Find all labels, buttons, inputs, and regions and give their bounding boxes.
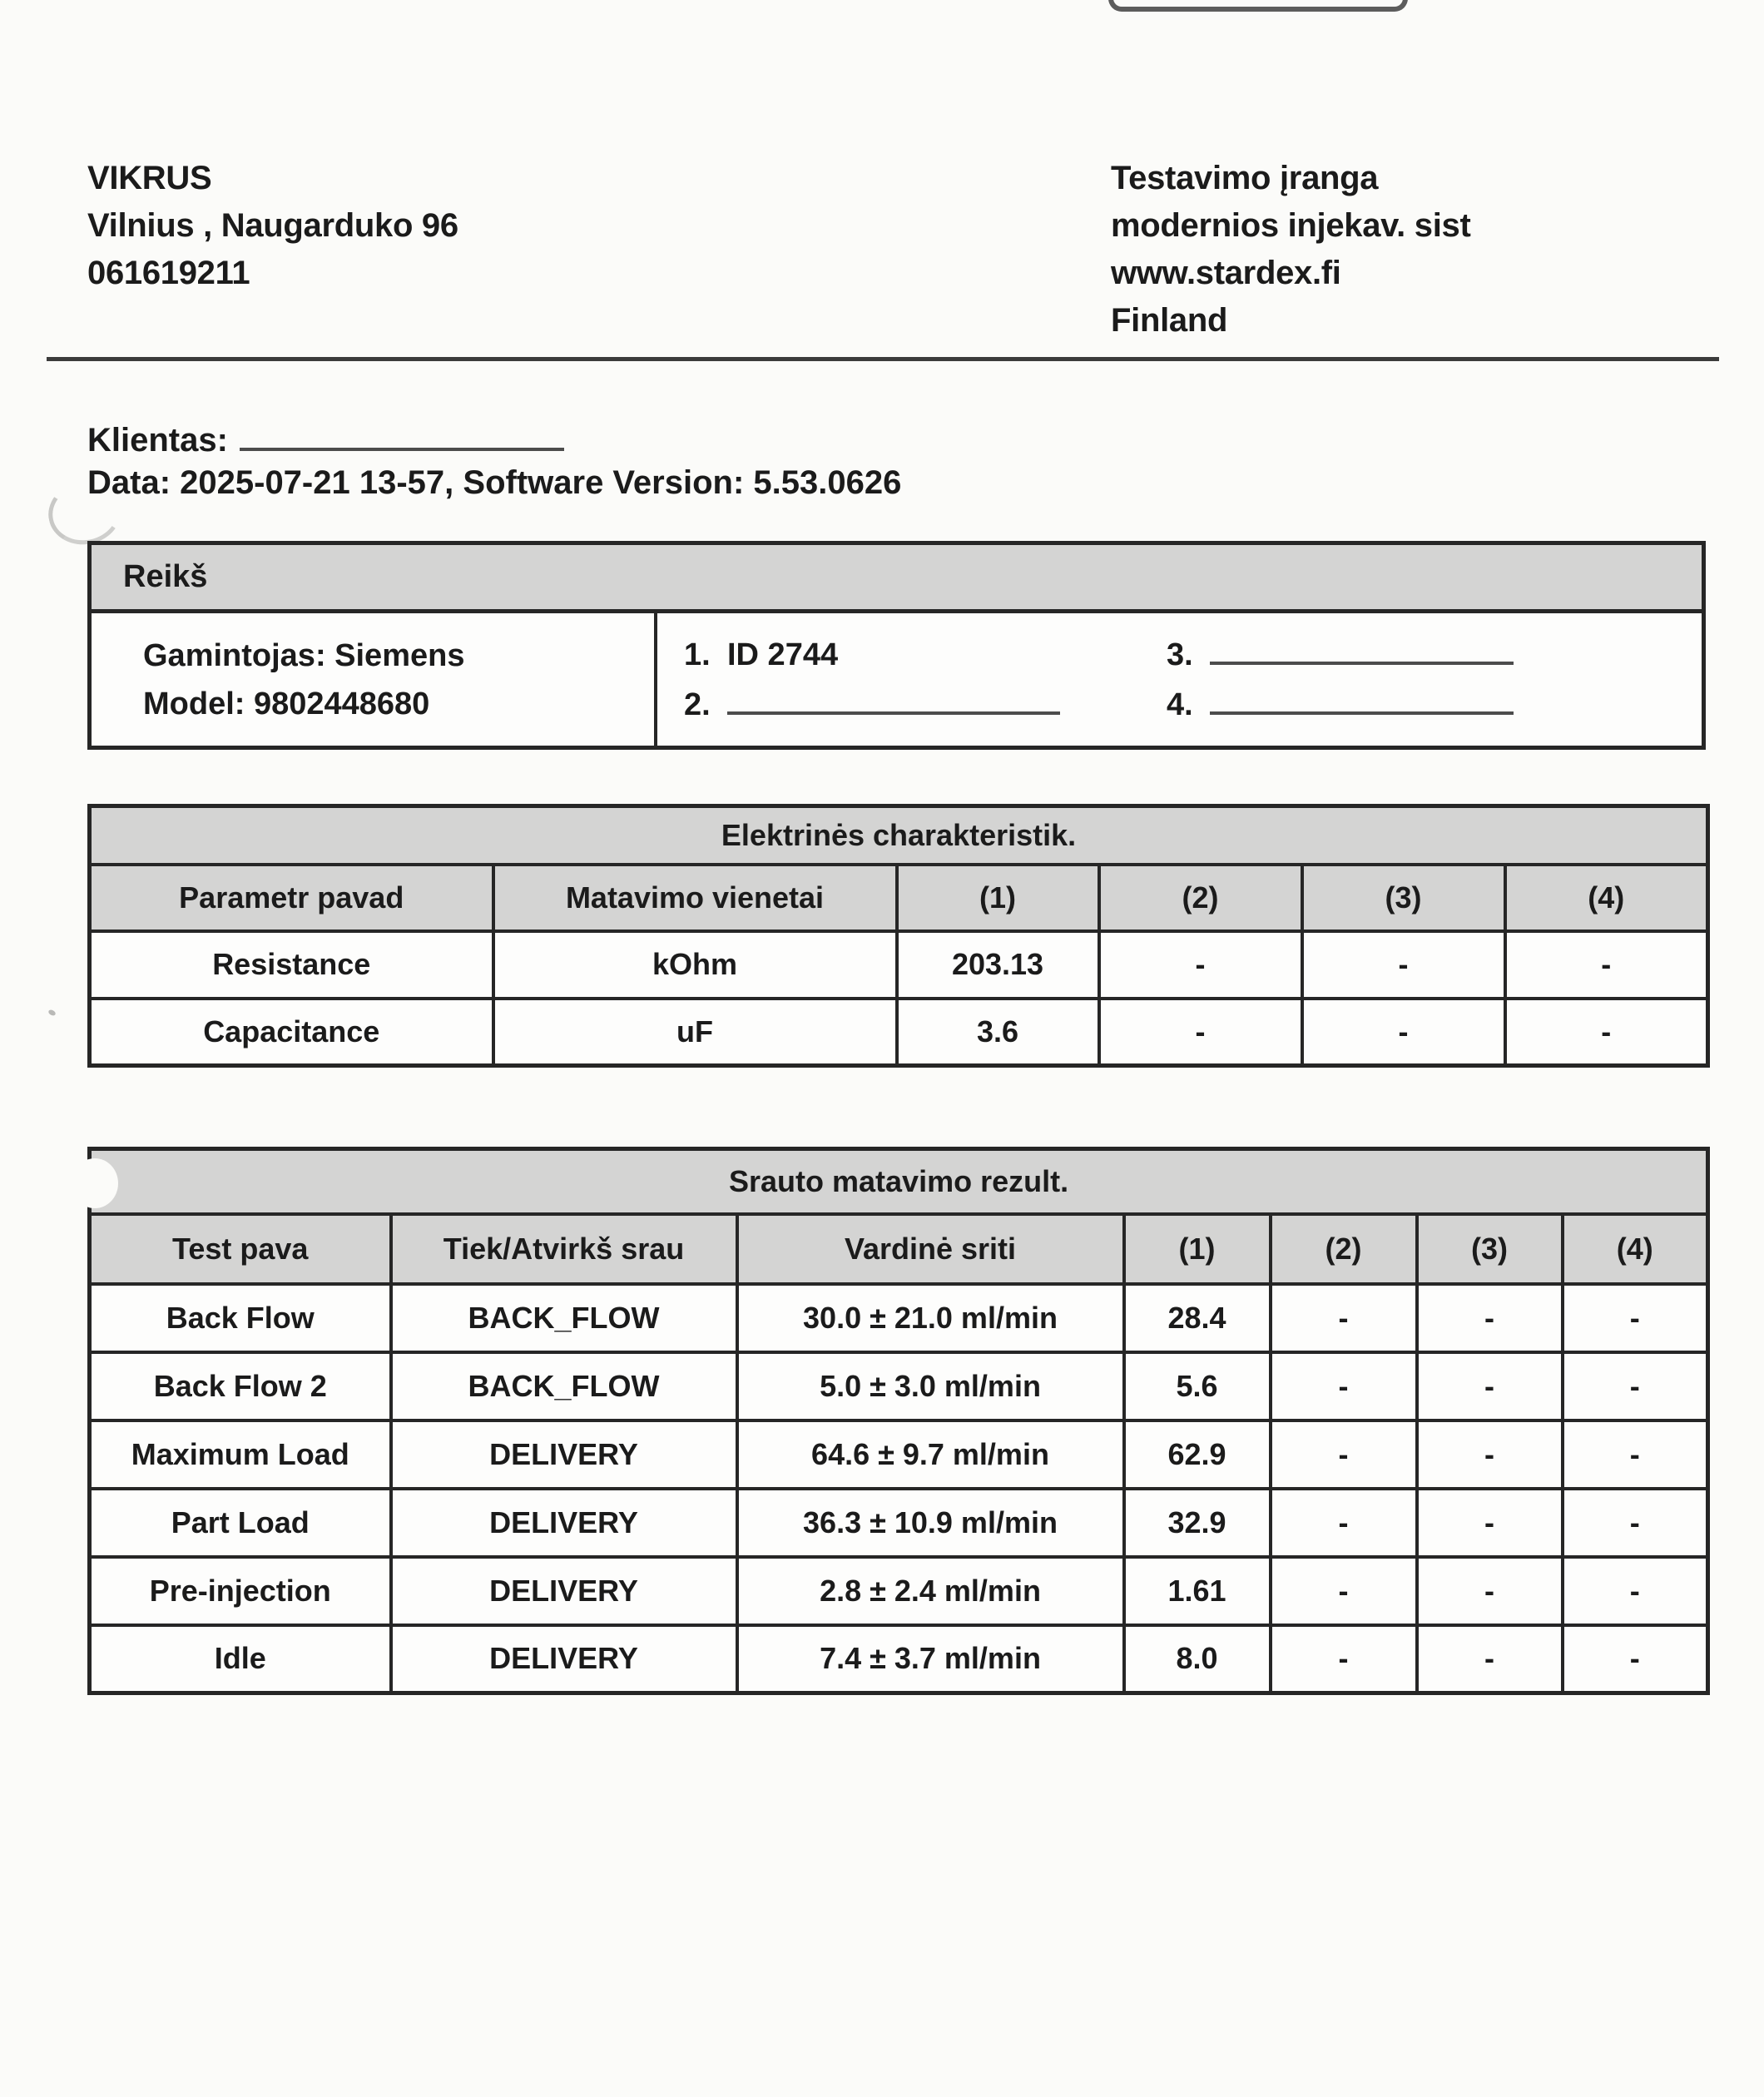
item-1-value: ID 2744 (727, 637, 839, 672)
flow-direction: DELIVERY (391, 1625, 737, 1693)
header-divider-rule (47, 357, 1719, 361)
value-3: - (1417, 1557, 1563, 1625)
col-1: (1) (897, 865, 1099, 931)
nominal-range: 30.0 ± 21.0 ml/min (737, 1284, 1124, 1352)
test-name: Pre-injection (90, 1557, 391, 1625)
col-4: (4) (1505, 865, 1708, 931)
model-line: Model: 9802448680 (143, 686, 430, 721)
flow-measurement-table (87, 1147, 1710, 1695)
value-4: - (1563, 1284, 1708, 1352)
col-1: (1) (1124, 1214, 1271, 1284)
item-2 (684, 680, 1060, 730)
item-4-blank-line (1210, 680, 1514, 715)
value-2: - (1271, 1352, 1417, 1420)
scan-artifact-hole (72, 1158, 118, 1208)
param-unit: kOhm (493, 931, 897, 999)
value-4: - (1563, 1625, 1708, 1693)
value-2: - (1099, 999, 1302, 1066)
client-label: Klientas: (87, 422, 228, 459)
value-1: 5.6 (1124, 1352, 1271, 1420)
value-1: 62.9 (1124, 1420, 1271, 1489)
flow-table-title: Srauto matavimo rezult. (90, 1149, 1708, 1214)
test-name: Back Flow 2 (90, 1352, 391, 1420)
nominal-range: 2.8 ± 2.4 ml/min (737, 1557, 1124, 1625)
param-name: Capacitance (90, 999, 493, 1066)
electrical-characteristics-table (87, 804, 1710, 1068)
item-2-number: 2. (684, 687, 711, 722)
electrical-table-header-row (90, 865, 1708, 931)
col-test-name: Test pava (90, 1214, 391, 1284)
value-2: - (1271, 1420, 1417, 1489)
flow-direction: DELIVERY (391, 1420, 737, 1489)
nominal-range: 5.0 ± 3.0 ml/min (737, 1352, 1124, 1420)
col-2: (2) (1099, 865, 1302, 931)
summary-table (87, 541, 1706, 750)
value-2: - (1271, 1557, 1417, 1625)
vendor-block (1111, 155, 1471, 345)
col-3: (3) (1417, 1214, 1563, 1284)
value-3: - (1417, 1352, 1563, 1420)
electrical-table-title-row (90, 806, 1708, 865)
col-2: (2) (1271, 1214, 1417, 1284)
value-3: - (1302, 999, 1505, 1066)
nominal-range: 7.4 ± 3.7 ml/min (737, 1625, 1124, 1693)
flow-direction: BACK_FLOW (391, 1352, 737, 1420)
test-name: Maximum Load (90, 1420, 391, 1489)
table-row (90, 1489, 1708, 1557)
col-unit: Matavimo vienetai (493, 865, 897, 931)
param-unit: uF (493, 999, 897, 1066)
value-3: - (1302, 931, 1505, 999)
item-3-blank-line (1210, 630, 1514, 665)
table-row (90, 1352, 1708, 1420)
flow-direction: BACK_FLOW (391, 1284, 737, 1352)
value-2: - (1271, 1489, 1417, 1557)
value-1: 3.6 (897, 999, 1099, 1066)
item-4-number: 4. (1167, 687, 1193, 722)
flow-direction: DELIVERY (391, 1489, 737, 1557)
vendor-line-1: Testavimo įranga (1111, 160, 1379, 196)
value-3: - (1417, 1284, 1563, 1352)
table-row (90, 931, 1708, 999)
device-info-cell (92, 613, 657, 746)
numbered-items-left (684, 613, 1060, 746)
electrical-table-title: Elektrinės charakteristik. (90, 806, 1708, 865)
value-4: - (1505, 999, 1708, 1066)
vendor-country: Finland (1111, 302, 1228, 339)
value-1: 8.0 (1124, 1625, 1271, 1693)
test-name: Back Flow (90, 1284, 391, 1352)
value-4: - (1563, 1420, 1708, 1489)
vendor-line-2: modernios injekav. sist (1111, 207, 1471, 244)
flow-table-header-row (90, 1214, 1708, 1284)
company-phone: 061619211 (87, 255, 250, 291)
item-4 (1167, 680, 1514, 730)
scan-artifact-top-edge (1108, 0, 1408, 12)
value-3: - (1417, 1489, 1563, 1557)
value-3: - (1417, 1420, 1563, 1489)
nominal-range: 64.6 ± 9.7 ml/min (737, 1420, 1124, 1489)
value-2: - (1271, 1284, 1417, 1352)
value-4: - (1505, 931, 1708, 999)
scan-artifact-speck (47, 1009, 57, 1017)
item-1 (684, 630, 1060, 680)
test-name: Part Load (90, 1489, 391, 1557)
col-4: (4) (1563, 1214, 1708, 1284)
table-row (90, 999, 1708, 1066)
item-1-number: 1. (684, 637, 711, 672)
flow-table-title-row (90, 1149, 1708, 1214)
value-4: - (1563, 1352, 1708, 1420)
item-2-blank-line (727, 680, 1060, 715)
manufacturer-line: Gamintojas: Siemens (143, 637, 465, 673)
table-row (90, 1625, 1708, 1693)
col-parameter: Parametr pavad (90, 865, 493, 931)
param-name: Resistance (90, 931, 493, 999)
item-3 (1167, 630, 1514, 680)
client-blank-line (240, 416, 564, 451)
value-4: - (1563, 1489, 1708, 1557)
date-line: Data: 2025-07-21 13-57, Software Version: 5.53.0626 (87, 464, 902, 501)
company-block (87, 155, 458, 297)
summary-table-title: Reikš (92, 545, 1702, 613)
value-3: - (1417, 1625, 1563, 1693)
value-4: - (1563, 1557, 1708, 1625)
table-row (90, 1557, 1708, 1625)
value-2: - (1099, 931, 1302, 999)
company-name: VIKRUS (87, 160, 212, 196)
value-1: 1.61 (1124, 1557, 1271, 1625)
col-3: (3) (1302, 865, 1505, 931)
item-3-number: 3. (1167, 637, 1193, 672)
summary-table-body (92, 613, 1702, 746)
company-address: Vilnius , Naugarduko 96 (87, 207, 458, 244)
value-1: 28.4 (1124, 1284, 1271, 1352)
value-1: 203.13 (897, 931, 1099, 999)
flow-direction: DELIVERY (391, 1557, 737, 1625)
value-2: - (1271, 1625, 1417, 1693)
table-row (90, 1420, 1708, 1489)
vendor-website: www.stardex.fi (1111, 255, 1341, 291)
test-name: Idle (90, 1625, 391, 1693)
client-line (87, 416, 564, 459)
table-row (90, 1284, 1708, 1352)
numbered-items-right (1167, 613, 1514, 746)
col-nominal-range: Vardinė sriti (737, 1214, 1124, 1284)
value-1: 32.9 (1124, 1489, 1271, 1557)
col-flow-direction: Tiek/Atvirkš srau (391, 1214, 737, 1284)
nominal-range: 36.3 ± 10.9 ml/min (737, 1489, 1124, 1557)
